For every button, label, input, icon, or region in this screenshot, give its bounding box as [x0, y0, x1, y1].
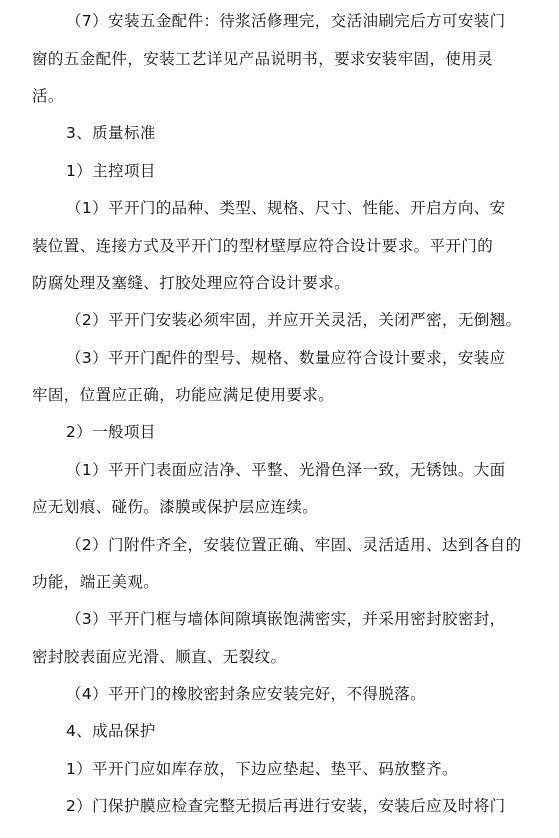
text-line: （4）平开门的橡胶密封条应安装完好，不得脱落。 [66, 685, 427, 703]
subsection-heading: 2）一般项目 [66, 423, 156, 441]
text-line: （3）平开门配件的型号、规格、数量应符合设计要求，安装应 [66, 349, 506, 367]
text-line: 1）平开门应如库存放，下边应垫起、垫平、码放整齐。 [66, 760, 458, 778]
text-line: 窗的五金配件，安装工艺详见产品说明书，要求安装牢固，使用灵 [32, 50, 494, 68]
section-heading: 3、质量标准 [66, 124, 156, 142]
text-line: （1）平开门表面应洁净、平整、光滑色泽一致，无锈蚀。大面 [66, 461, 506, 479]
text-line: （3）平开门框与墙体间隙填嵌饱满密实，并采用密封胶密封， [66, 610, 506, 628]
subsection-heading: 1）主控项目 [66, 162, 156, 180]
text-line: 牢固，位置应正确，功能应满足使用要求。 [32, 386, 335, 404]
section-heading: 4、成品保护 [66, 722, 156, 740]
text-line: 应无划痕、碰伤。漆膜或保护层应连续。 [32, 498, 319, 516]
text-line: 防腐处理及塞缝、打胶处理应符合设计要求。 [32, 274, 351, 292]
text-line: （7）安装五金配件：待浆活修理完，交活油刷完后方可安装门 [66, 12, 506, 30]
text-line: （2）门附件齐全，安装位置正确、牢固、灵活适用、达到各自的 [66, 536, 522, 554]
text-line: 功能，端正美观。 [32, 573, 160, 591]
text-line: （2）平开门安装必须牢固，并应开关灵活，关闭严密，无倒翘。 [66, 311, 522, 329]
text-line: 装位置、连接方式及平开门的型材壁厚应符合设计要求。平开门的 [32, 237, 494, 255]
text-line: 2）门保护膜应检查完整无损后再进行安装，安装后应及时将门 [66, 797, 506, 815]
text-line: 活。 [32, 87, 64, 105]
text-line: 密封胶表面应光滑、顺直、无裂纹。 [32, 648, 287, 666]
text-line: （1）平开门的品种、类型、规格、尺寸、性能、开启方向、安 [66, 199, 506, 217]
